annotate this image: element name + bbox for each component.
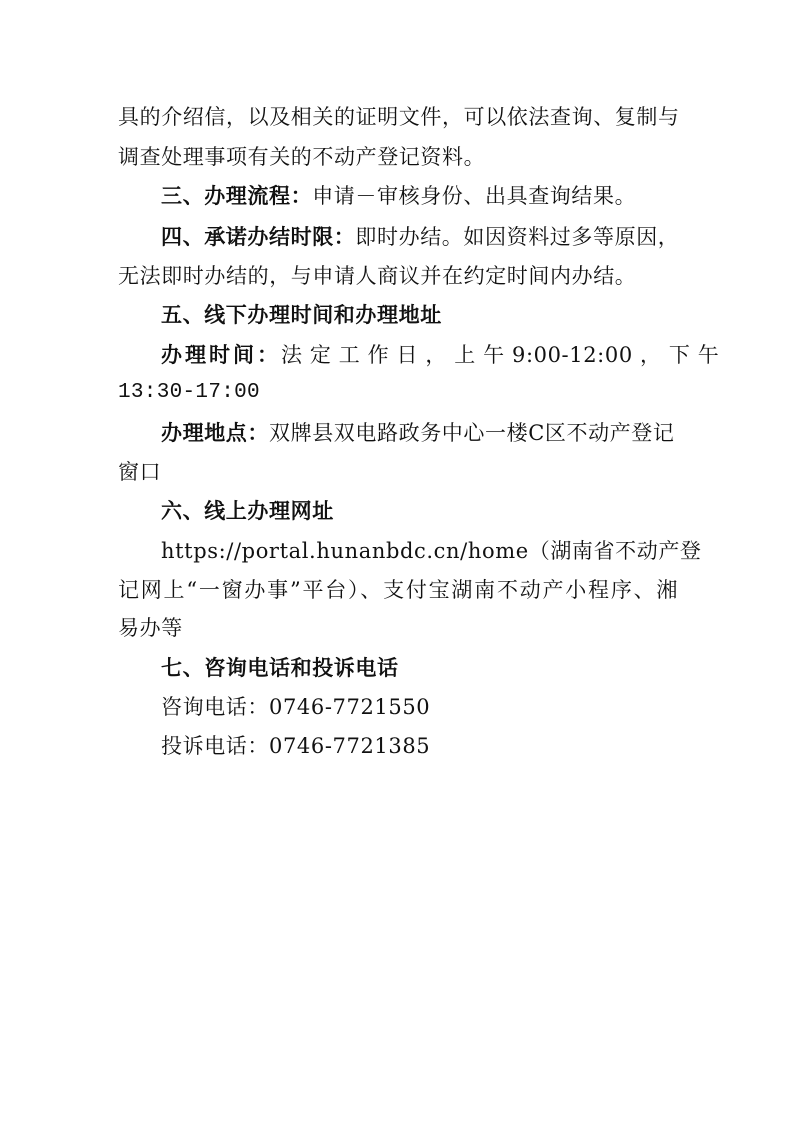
- office-address-text: 双牌县双电路政务中心一楼C区不动产登记: [269, 421, 675, 445]
- section-6-heading: 六、线上办理网址: [161, 499, 334, 523]
- section-5-heading: 五、线下办理时间和办理地址: [161, 303, 442, 327]
- section-7-heading: 七、咨询电话和投诉电话: [161, 656, 399, 680]
- office-hours-text: 法 定 工 作 日 ， 上 午 9:00-12:00 ， 下 午: [281, 343, 720, 367]
- section-3: [161, 181, 678, 211]
- section-4: [161, 222, 678, 252]
- consult-phone: 咨询电话：0746-7721550: [161, 695, 431, 719]
- office-address: [161, 418, 678, 448]
- office-hours: [161, 340, 720, 370]
- paragraph-line: 调查处理事项有关的不动产登记资料。: [118, 145, 486, 169]
- complaint-phone: 投诉电话：0746-7721385: [161, 734, 431, 758]
- office-hours-label: 办理时间：: [161, 343, 281, 367]
- section-4-text: 即时办结。如因资料过多等原因，: [355, 225, 680, 249]
- online-url-line3: 易办等: [118, 616, 183, 640]
- section-4-label: 四、承诺办结时限：: [161, 225, 356, 249]
- office-address-label: 办理地点：: [161, 421, 269, 445]
- office-address-line2: 窗口: [118, 460, 162, 484]
- online-url-line2: 记网上“一窗办事”平台）、支付宝湖南不动产小程序、湘: [118, 578, 678, 602]
- section-3-text: 申请－审核身份、出具查询结果。: [312, 184, 637, 208]
- office-hours-line2: 13:30-17:00: [118, 381, 260, 404]
- section-3-label: 三、办理流程：: [161, 184, 313, 208]
- paragraph-line: 具的介绍信，以及相关的证明文件，可以依法查询、复制与: [118, 105, 680, 129]
- online-url-line1: https://portal.hunanbdc.cn/home（湖南省不动产登: [161, 539, 702, 563]
- section-4-line2: 无法即时办结的，与申请人商议并在约定时间内办结。: [118, 264, 637, 288]
